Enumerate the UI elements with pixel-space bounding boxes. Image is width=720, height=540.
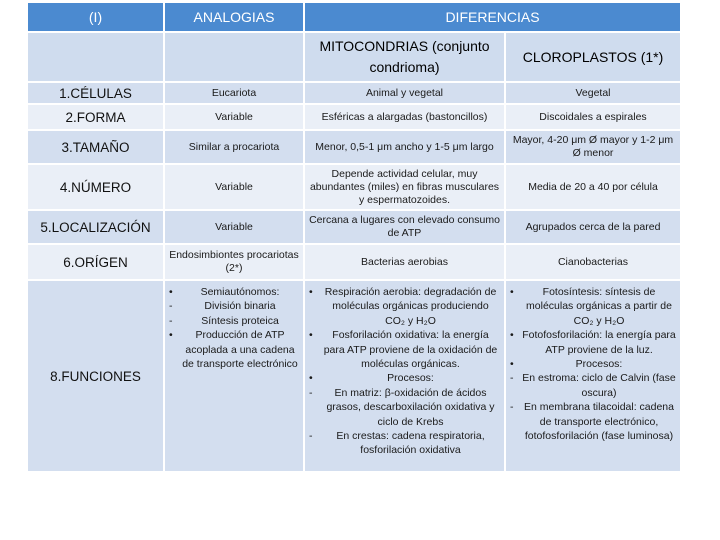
list-item-text: Semiautónomos: xyxy=(200,286,280,298)
row-label-celulas: 1.CÉLULAS xyxy=(27,82,164,104)
bullet-marker: • xyxy=(309,329,313,342)
dash-marker: - xyxy=(510,401,514,414)
cell-analogias: Similar a procariota xyxy=(164,130,304,164)
dash-marker: - xyxy=(169,314,173,327)
cell-cloroplastos: Cianobacterias xyxy=(505,244,681,280)
table-row xyxy=(27,104,681,130)
list-item xyxy=(169,314,299,328)
list-item xyxy=(169,299,299,313)
list-item xyxy=(309,328,500,371)
list-item xyxy=(510,285,676,328)
cell-mitocondrias: Menor, 0,5-1 μm ancho y 1-5 μm largo xyxy=(304,130,505,164)
list-item xyxy=(309,429,500,458)
list-item-text: En estroma: ciclo de Calvin (fase oscura) xyxy=(522,372,676,399)
list-item-text: En membrana tilacoidal: cadena de transporte electrónico, fotofosforilación (fase luminosa) xyxy=(523,401,674,443)
bullet-list xyxy=(510,285,676,443)
table-row xyxy=(27,164,681,210)
subheader-empty-1 xyxy=(27,32,164,82)
list-item-text: Síntesis proteica xyxy=(201,314,279,327)
table-row xyxy=(27,130,681,164)
table-row xyxy=(27,280,681,472)
list-item-text: En crestas: cadena respiratoria, fosforilación oxidativa xyxy=(336,430,485,457)
list-item xyxy=(510,328,676,357)
dash-marker: - xyxy=(169,300,173,313)
table-row xyxy=(27,210,681,244)
bullet-marker: • xyxy=(309,286,313,298)
row-label-localizacion: 5.LOCALIZACIÓN xyxy=(27,210,164,244)
cell-cloroplastos: Vegetal xyxy=(505,82,681,104)
list-item-text: Fosforilación oxidativa: la energía para ATP proviene de la oxidación de moléculas orgánicas. xyxy=(323,329,498,371)
cell-analogias: Eucariota xyxy=(164,82,304,104)
table-row xyxy=(27,82,681,104)
subheader-mitocondrias: MITOCONDRIAS (conjunto condrioma) xyxy=(304,32,505,82)
list-item-text: Fotosíntesis: síntesis de moléculas orgánicas a partir de CO₂ y H₂O xyxy=(526,286,672,327)
cell-analogias: Variable xyxy=(164,164,304,210)
row-label-tamano: 3.TAMAÑO xyxy=(27,130,164,164)
header-row xyxy=(27,2,681,32)
bullet-marker: • xyxy=(510,358,514,371)
list-item xyxy=(169,328,299,371)
cell-cloroplastos: Discoidales a espirales xyxy=(505,104,681,130)
list-item-text: En matriz: β-oxidación de ácidos grasos, descarboxilación oxidativa y ciclo de Krebs xyxy=(326,386,495,428)
dash-marker: - xyxy=(510,372,514,385)
header-col-diferencias: DIFERENCIAS xyxy=(304,2,681,32)
dash-marker: - xyxy=(309,386,313,399)
cell-analogias: Variable xyxy=(164,210,304,244)
list-item-text: Procesos: xyxy=(575,358,623,371)
header-col-index: (I) xyxy=(27,2,164,32)
row-label-forma: 2.FORMA xyxy=(27,104,164,130)
table-row xyxy=(27,244,681,280)
bullet-marker: • xyxy=(309,372,313,385)
list-item xyxy=(510,400,676,443)
list-item xyxy=(510,371,676,400)
cell-mitocondrias: Cercana a lugares con elevado consumo de ATP xyxy=(304,210,505,244)
comparison-table xyxy=(26,1,682,473)
cell-funciones-cloroplastos xyxy=(505,280,681,472)
list-item xyxy=(309,371,500,385)
cell-cloroplastos: Mayor, 4-20 μm Ø mayor y 1-2 μm Ø menor xyxy=(505,130,681,164)
cell-funciones-mitocondrias xyxy=(304,280,505,472)
bullet-list xyxy=(169,285,299,371)
bullet-marker: • xyxy=(169,286,173,298)
cell-cloroplastos: Media de 20 a 40 por célula xyxy=(505,164,681,210)
row-label-funciones: 8.FUNCIONES xyxy=(27,280,164,472)
list-item xyxy=(309,285,500,328)
cell-cloroplastos: Agrupados cerca de la pared xyxy=(505,210,681,244)
list-item-text: Respiración aerobia: degradación de moléculas orgánicas produciendo CO₂ y H₂O xyxy=(324,286,497,327)
bullet-marker: • xyxy=(510,329,514,342)
cell-analogias: Variable xyxy=(164,104,304,130)
bullet-marker: • xyxy=(169,329,173,342)
cell-analogias: Endosimbiontes procariotas (2*) xyxy=(164,244,304,280)
list-item-text: Procesos: xyxy=(387,372,434,385)
cell-mitocondrias: Depende actividad celular, muy abundantes (miles) en fibras musculares y espermatozoides. xyxy=(304,164,505,210)
list-item-text: Fotofosforilación: la energía para ATP proviene de la luz. xyxy=(522,329,676,356)
list-item xyxy=(510,357,676,371)
bullet-list xyxy=(309,285,500,458)
row-label-origen: 6.ORÍGEN xyxy=(27,244,164,280)
header-col-analogias: ANALOGIAS xyxy=(164,2,304,32)
dash-marker: - xyxy=(309,430,313,443)
bullet-marker: • xyxy=(510,286,514,298)
cell-mitocondrias: Bacterias aerobias xyxy=(304,244,505,280)
list-item-text: División binaria xyxy=(204,300,276,313)
cell-funciones-analogias xyxy=(164,280,304,472)
subheader-cloroplastos: CLOROPLASTOS (1*) xyxy=(505,32,681,82)
cell-mitocondrias: Esféricas a alargadas (bastoncillos) xyxy=(304,104,505,130)
list-item xyxy=(169,285,299,299)
cell-mitocondrias: Animal y vegetal xyxy=(304,82,505,104)
subheader-row xyxy=(27,32,681,82)
list-item xyxy=(309,386,500,429)
row-label-numero: 4.NÚMERO xyxy=(27,164,164,210)
subheader-empty-2 xyxy=(164,32,304,82)
list-item-text: Producción de ATP acoplada a una cadena de transporte electrónico xyxy=(182,329,298,371)
